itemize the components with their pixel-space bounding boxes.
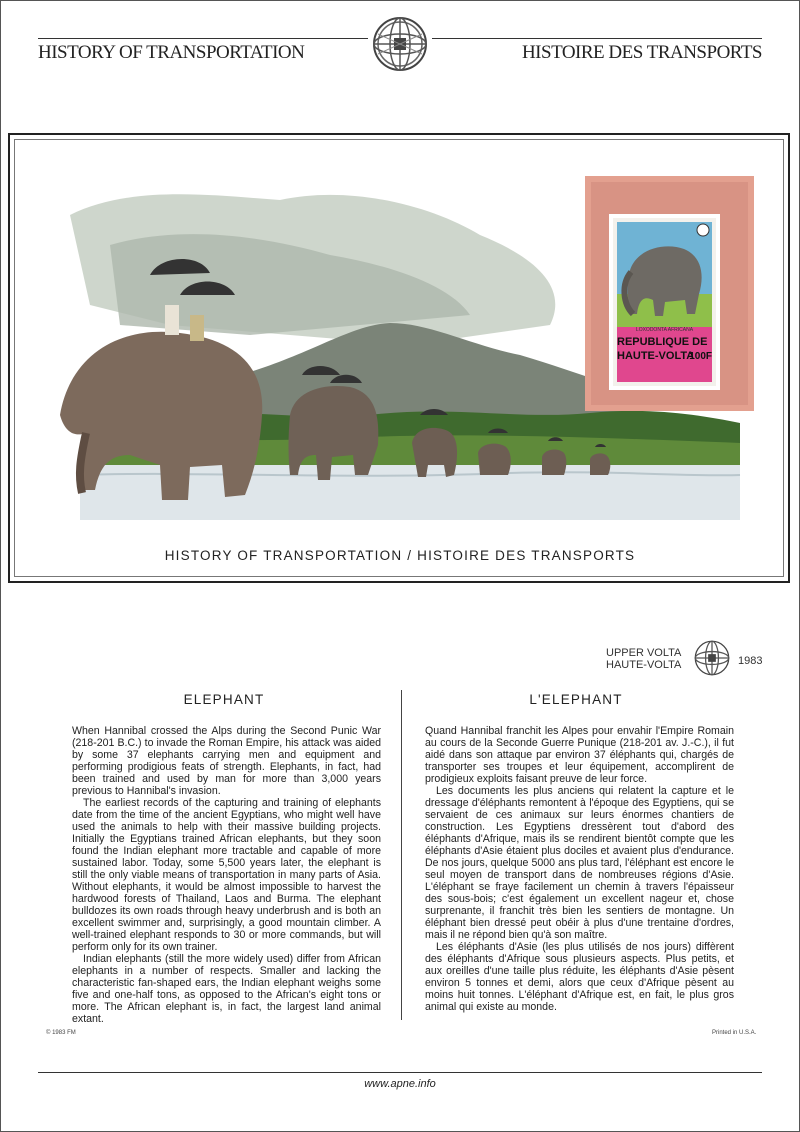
footer-rule <box>38 1072 762 1073</box>
stamp-species-label: LOXODONTA AFRICANA <box>635 327 694 333</box>
french-paragraph: Les éléphants d'Asie (les plus utilisés de nos jours) diffèrent des éléphants d'Afrique sous plusieurs aspects. Plus petits, et aux oreilles d'une taille plus réduite, les éléphants d'Asie pèsent environ 5 tonnes et demi, alors que ceux d'Afrique pèsent au moins huit tonnes. L'éléphant d'Afrique est, en fait, le plus gros animal qui existe au monde. <box>425 941 734 1013</box>
french-paragraph: Les documents les plus anciens qui relatent la capture et le dressage d'éléphants remontent à l'époque des Egyptiens, qui se servaient de ces animaux sur leurs énormes chantiers de construction. Les Egyptiens dressèrent tout d'abord des éléphants d'Afrique, mais ils se rendirent bientôt compte que les éléphants d'Asie étaient plus dociles et avaient plus d'endurance. De nos jours, quelque 5000 ans plus tard, l'éléphant est encore le seul moyen de transport dans de nombreuses régions d'Asie. L'éléphant se fraye facilement un chemin à travers l'épaisseur des sous-bois; c'est également un excellent nageur et, chose surprenante, il franchit très bien les sentiers de montagne. Un éléphant bien dressé peut obéir à plus d'une trentaine d'ordres, mais il ne répond bien qu'à son maître. <box>425 785 734 941</box>
postage-stamp <box>609 214 720 390</box>
stamp-country-line1: REPUBLIQUE DE <box>617 336 708 348</box>
stamp-value: 100F <box>689 351 712 362</box>
copyright-text: © 1983 FM <box>46 1030 76 1036</box>
english-title: ELEPHANT <box>183 692 265 707</box>
issue-country-french: HAUTE-VOLTA <box>606 659 682 671</box>
stamp-art <box>609 214 720 390</box>
english-paragraph: When Hannibal crossed the Alps during the Second Punic War (218-201 B.C.) to invade the Roman Empire, his attack was aided by some 37 elephants carrying men and equipment and performing prodigious feats of strength. Elephants, in fact, had been trained and used by man for more than 3,000 years previous to Hannibal's invasion. <box>72 725 381 797</box>
globe-logo-icon <box>372 16 428 72</box>
globe-logo-small-icon <box>694 640 730 676</box>
english-paragraph: Indian elephants (still the more widely used) differ from African elephants in a number of respects. Smaller and lacking the characteristic fan-shaped ears, the Indian elephant weighs some five and one-half tons, as opposed to the African's eight tons or more. The African elephant is, in fact, the largest land animal extant. <box>72 953 381 1025</box>
issue-country-english: UPPER VOLTA <box>606 647 682 659</box>
issue-country <box>606 647 681 671</box>
english-text <box>72 725 381 1025</box>
french-paragraph: Quand Hannibal franchit les Alpes pour envahir l'Empire Romain au cours de la Seconde Guerre Punique (218-201 av. J.-C.), il fut aidé dans son attaque par environ 37 éléphants qui, chargés de transporter ses troupes et leur équipement, accomplirent de prodigieux exploits faisant preuve de leur force. <box>425 725 734 785</box>
printed-in-text: Printed in U.S.A. <box>712 1030 757 1036</box>
french-text <box>425 725 734 1013</box>
website-link[interactable]: www.apne.info <box>364 1078 436 1090</box>
header-rule-right <box>432 38 762 39</box>
header-title-french: HISTOIRE DES TRANSPORTS <box>521 42 762 63</box>
header-title-english: HISTORY OF TRANSPORTATION <box>38 42 305 63</box>
english-paragraph: The earliest records of the capturing and training of elephants date from the time of the ancient Egyptians, who might well have used the animals to help with their massive building projects. Initially the Egyptians trained African elephants, but they soon found the Indian elephant more tractable and capable of more sustained labor. Today, some 5,500 years later, the elephant is still the only viable means of transportation in many parts of Asia. Without elephants, it would be almost impossible to harvest the hardwood forests of Thailand, Laos and Burma. The elephant bulldozes its own roads through heavy underbrush and is both an excellent swimmer and, surprisingly, a good mountain climber. A well-trained elephant responds to 30 or more commands, but will perform only for its own trainer. <box>72 797 381 953</box>
stamp-country-line2: HAUTE-VOLTA <box>617 350 695 362</box>
french-title: L'ELEPHANT <box>529 692 623 707</box>
header-rule-left <box>38 38 368 39</box>
column-divider <box>401 690 402 1020</box>
card-caption: HISTORY OF TRANSPORTATION / HISTOIRE DES TRANSPORTS <box>164 548 636 563</box>
issue-year: 1983 <box>738 655 763 667</box>
